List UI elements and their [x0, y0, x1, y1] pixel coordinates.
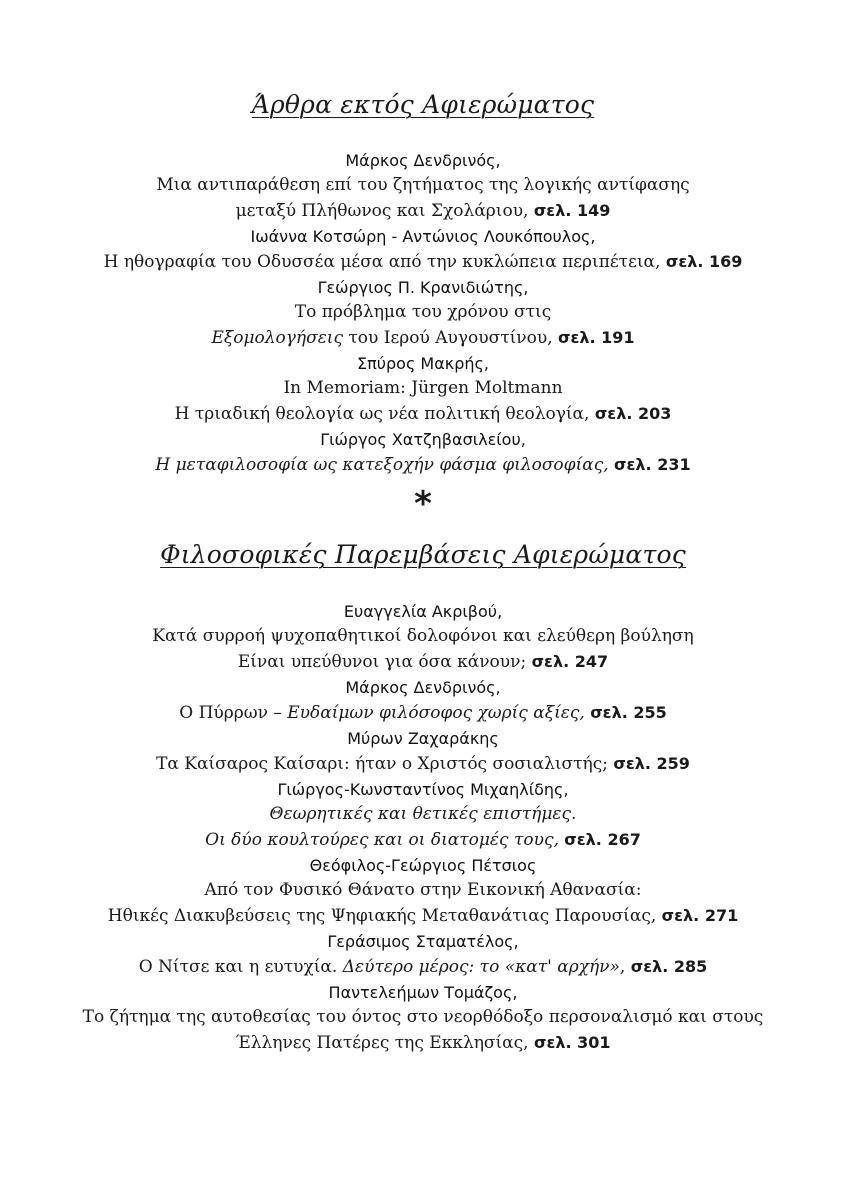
- page-reference: σελ. 267: [564, 830, 641, 849]
- entry-author: Παντελεήμων Τομάζος,: [328, 983, 518, 1002]
- section-title-articles: Άρθρα εκτός Αφιερώματος: [251, 90, 595, 119]
- entry-title-line: [0, 325, 846, 351]
- entry-title-line: [0, 954, 846, 980]
- entry-title-line: [0, 878, 846, 903]
- page-reference: σελ. 271: [661, 906, 739, 925]
- title-text: του Ιερού Αυγουστίνου,: [343, 328, 558, 348]
- page-reference: σελ. 231: [614, 455, 691, 474]
- entry-author: Γιώργος Χατζηβασιλείου,: [320, 430, 526, 449]
- title-text: Η ηθογραφία του Οδυσσέα μέσα από την κυκλώπεια περιπέτεια,: [103, 252, 666, 272]
- section-separator: *: [414, 484, 432, 524]
- entry-title-line: [0, 751, 846, 777]
- page-reference: σελ. 259: [613, 754, 690, 773]
- entry-title-line: [0, 300, 846, 325]
- entry-author: Μύρων Ζαχαράκης: [347, 729, 499, 748]
- page-reference: σελ. 255: [590, 703, 667, 722]
- entry-author: Γεράσιμος Σταματέλος,: [327, 932, 519, 951]
- title-text: Ο Πύρρων –: [179, 703, 288, 723]
- interventions-list: [0, 599, 846, 1056]
- title-text: Η μεταφιλοσοφία ως κατεξοχήν φάσμα φιλοσοφίας,: [155, 455, 615, 475]
- entry-title-line: [0, 198, 846, 224]
- entry-title-line: [0, 376, 846, 401]
- entry-title-line: [0, 249, 846, 275]
- title-text: Εξομολογήσεις: [211, 328, 343, 348]
- entry-author: Σπύρος Μακρής,: [357, 354, 489, 373]
- title-text: Κατά συρροή ψυχοπαθητικοί δολοφόνοι και ελεύθερη βούληση: [152, 626, 694, 646]
- entry-title-line: [0, 1005, 846, 1030]
- page-reference: σελ. 301: [534, 1033, 611, 1052]
- page-reference: σελ. 285: [630, 957, 708, 976]
- title-text: Ηθικές Διακυβεύσεις της Ψηφιακής Μεταθανάτιας Παρουσίας,: [107, 906, 662, 926]
- entry-author: Ευαγγελία Ακριβού,: [343, 602, 503, 621]
- title-text: Ο Νίτσε και η ευτυχία.: [138, 957, 343, 977]
- title-text: Είναι υπεύθυνοι για όσα κάνουν;: [237, 652, 532, 672]
- page-reference: σελ. 149: [533, 201, 611, 220]
- section-title-interventions: Φιλοσοφικές Παρεμβάσεις Αφιερώματος: [160, 540, 686, 569]
- title-text: Οι δύο κουλτούρες και οι διατομές τους,: [205, 830, 565, 850]
- entry-title-line: [0, 802, 846, 827]
- page-reference: σελ. 191: [558, 328, 635, 347]
- entry-title-line: [0, 401, 846, 427]
- title-text: Η τριαδική θεολογία ως νέα πολιτική θεολογία,: [174, 404, 595, 424]
- entry-author: Θεόφιλος-Γεώργιος Πέτσιος: [309, 856, 537, 875]
- title-text: In Memoriam: Jürgen Moltmann: [283, 378, 563, 398]
- entry-title-line: [0, 649, 846, 675]
- entry-author: Μάρκος Δενδρινός,: [345, 151, 501, 170]
- title-text: ,: [619, 957, 631, 977]
- entry-title-line: [0, 173, 846, 198]
- articles-list: [0, 148, 846, 478]
- title-text: Τα Καίσαρος Καίσαρι: ήταν ο Χριστός σοσιαλιστής;: [156, 754, 614, 774]
- page-reference: σελ. 247: [531, 652, 609, 671]
- entry-title-line: [0, 624, 846, 649]
- entry-author: Μάρκος Δενδρινός,: [345, 678, 501, 697]
- entry-title-line: [0, 1030, 846, 1056]
- title-text: Θεωρητικές και θετικές επιστήμες.: [269, 804, 577, 824]
- entry-title-line: [0, 903, 846, 929]
- title-text: Το πρόβλημα του χρόνου στις: [294, 302, 552, 322]
- entry-title-line: [0, 827, 846, 853]
- title-text: Το ζήτημα της αυτοθεσίας του όντος στο νεορθόδοξο περσοναλισμό και στους: [82, 1007, 764, 1027]
- title-text: μεταξύ Πλήθωνος και Σχολάριου,: [235, 201, 534, 221]
- entry-title-line: [0, 452, 846, 478]
- entry-author: Γιώργος-Κωνσταντίνος Μιχαηλίδης,: [277, 780, 569, 799]
- page-reference: σελ. 169: [665, 252, 743, 271]
- entry-author: Ιωάννα Κοτσώρη - Αντώνιος Λουκόπουλος,: [250, 227, 596, 246]
- entry-author: Γεώργιος Π. Κρανιδιώτης,: [317, 278, 529, 297]
- title-text: Δεύτερο μέρος: το «κατ' αρχήν»: [342, 957, 620, 977]
- title-text: Έλληνες Πατέρες της Εκκλησίας,: [235, 1033, 534, 1053]
- entry-title-line: [0, 700, 846, 726]
- title-text: Ευδαίμων φιλόσοφος χωρίς αξίες,: [287, 703, 591, 723]
- title-text: Από τον Φυσικό Θάνατο στην Εικονική Αθανασία:: [204, 880, 642, 900]
- page-reference: σελ. 203: [594, 404, 672, 423]
- title-text: Μια αντιπαράθεση επί του ζητήματος της λογικής αντίφασης: [156, 175, 690, 195]
